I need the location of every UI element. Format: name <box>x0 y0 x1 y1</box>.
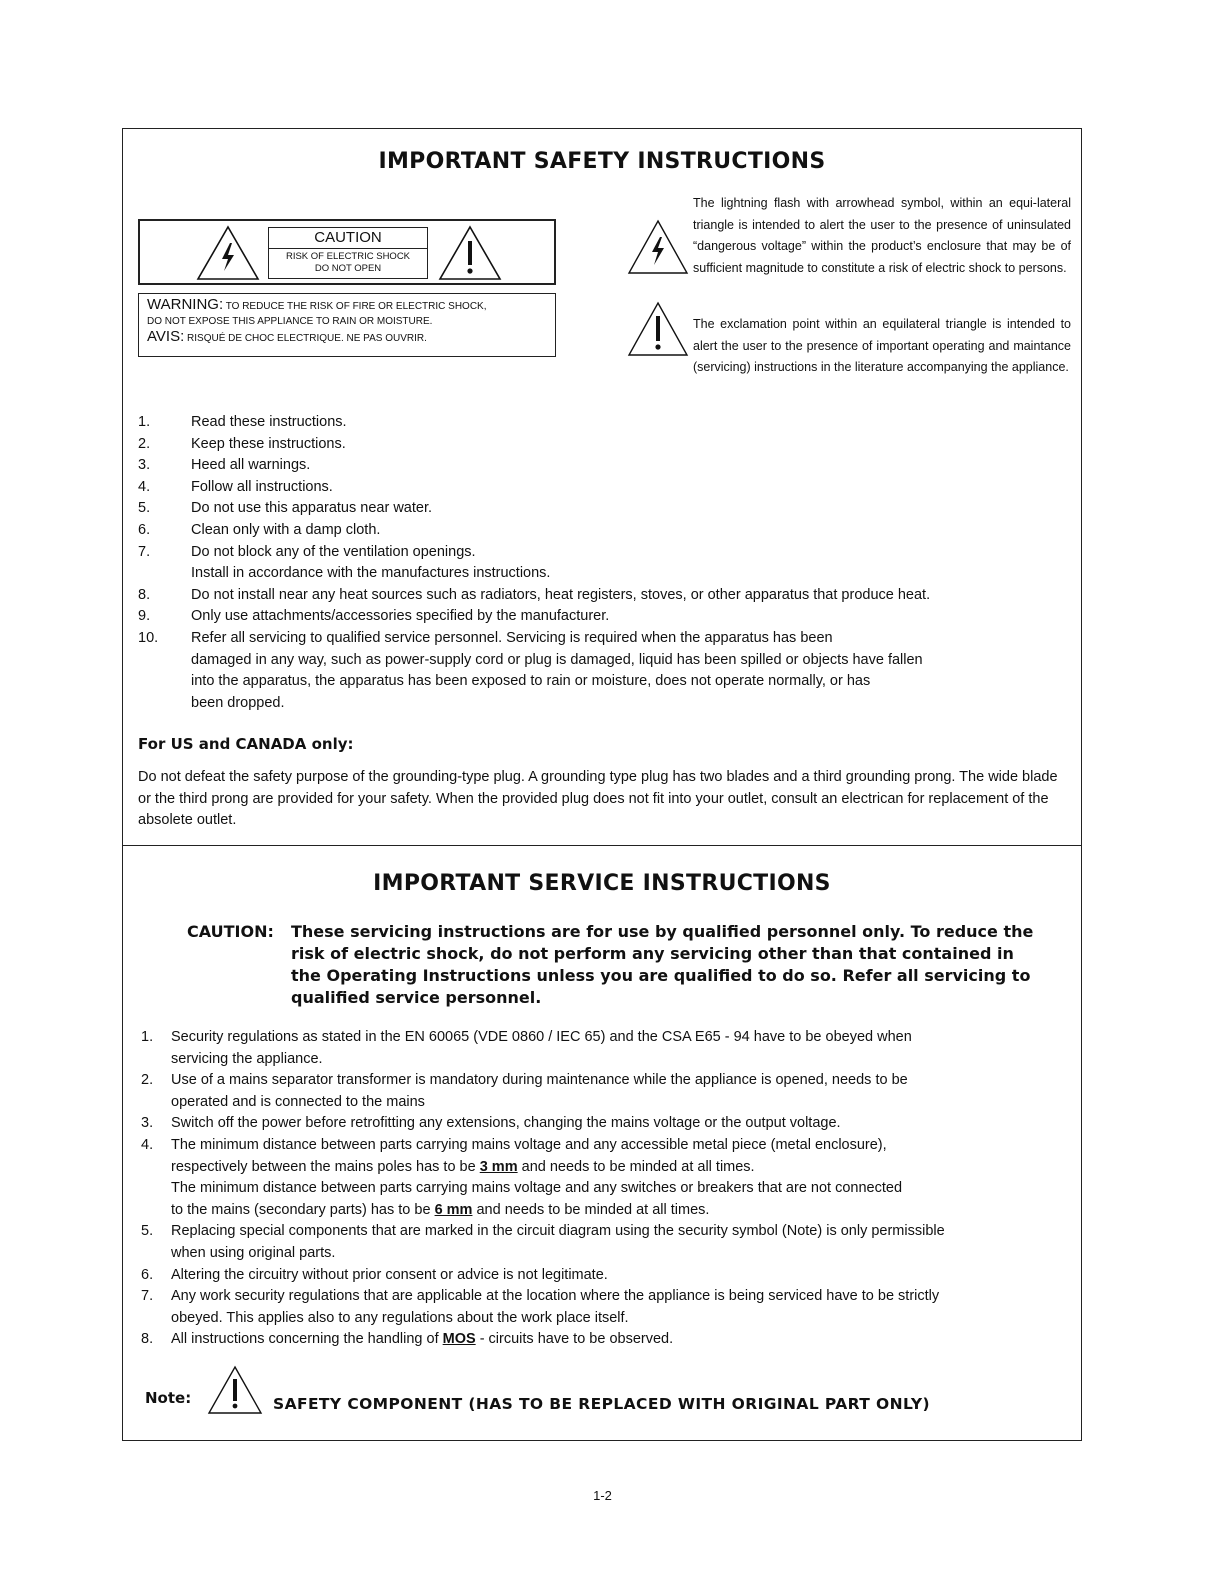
list-item-text: Altering the circuitry without prior consent or advice is not legitimate. <box>171 1266 608 1283</box>
list-item-number: 6. <box>138 521 151 538</box>
list-item <box>141 1265 1061 1287</box>
lightning-symbol-icon <box>627 219 689 275</box>
warning-box <box>138 293 556 357</box>
list-item-number: 2. <box>138 435 151 452</box>
service-instructions-list <box>141 1027 1061 1351</box>
page-number: 1-2 <box>593 1488 612 1503</box>
caution-label-box <box>138 219 556 285</box>
list-item-text: been dropped. <box>191 694 285 711</box>
list-item <box>138 693 1068 715</box>
list-item-number: 1. <box>141 1029 154 1045</box>
list-item <box>141 1070 1061 1113</box>
list-item-number: 3. <box>138 457 151 474</box>
list-item <box>141 1027 1061 1070</box>
list-item-text: Follow all instructions. <box>191 478 333 495</box>
list-item <box>138 542 1068 564</box>
list-item <box>141 1221 1061 1264</box>
list-item-number <box>138 650 191 672</box>
lightning-triangle-icon <box>196 225 260 281</box>
list-item <box>138 671 1068 693</box>
caution-title-box <box>268 227 428 279</box>
lightning-symbol-description: The lightning flash with arrowhead symbol, within an equi-lateral triangle is intended to alert the user to the presence of uninsulated “dangerous voltage” within the product’s enclosure that may be of sufficient magnitude to constitute a risk of electric shock to persons. <box>693 196 1071 275</box>
list-item-text: damaged in any way, such as power-supply cord or plug is damaged, liquid has been spilled or objects have fallen <box>191 651 923 668</box>
list-item-number: 7. <box>138 543 151 560</box>
list-item-number: 2. <box>141 1072 154 1089</box>
section-divider <box>123 845 1081 846</box>
list-item-text: Only use attachments/accessories specified by the manufacturer. <box>191 608 610 625</box>
list-item <box>138 628 1068 650</box>
list-item-number <box>138 671 191 693</box>
list-item-number: 10. <box>138 629 159 646</box>
list-item <box>138 477 1068 499</box>
safety-instructions-list <box>138 412 1068 714</box>
avis-line: AVIS: RISQUÉ DE CHOC ELECTRIQUE. NE PAS OUVRIR. <box>147 328 427 345</box>
list-item <box>138 585 1068 607</box>
list-item: 4. The minimum distance between parts carrying mains voltage and any accessible metal piece (metal enclosure), respectively between the mains poles has to be 3 mm and needs to be minded at all times. The minimum distance between parts carrying mains voltage and any switches or breakers that are not connected to the mains (secondary parts) has to be 6 mm and needs to be minded at all times. <box>141 1136 903 1218</box>
distance-6mm: 6 mm <box>434 1201 473 1218</box>
list-item-number: 7. <box>141 1288 154 1305</box>
list-item-number: 5. <box>138 500 151 517</box>
list-item <box>138 606 1068 628</box>
list-item <box>138 412 1068 434</box>
instructions-frame <box>122 128 1082 1441</box>
list-item: 8. All instructions concerning the handling of MOS - circuits have to be observed. <box>141 1331 674 1348</box>
exclamation-symbol-description: The exclamation point within an equilateral triangle is intended to alert the user to the presence of important operating and maintance (servicing) instructions in the literature accompanying the appliance. <box>693 317 1071 374</box>
list-item-text: Install in accordance with the manufactures instructions. <box>191 565 551 582</box>
list-item-text: operated and is connected to the mains <box>171 1093 425 1110</box>
list-item <box>138 434 1068 456</box>
warning-line: WARNING: TO REDUCE THE RISK OF FIRE OR ELECTRIC SHOCK, <box>147 296 487 313</box>
list-item-text: Any work security regulations that are applicable at the location where the appliance is being serviced have to be strictly <box>171 1288 940 1305</box>
list-item-number <box>138 693 191 715</box>
grounding-paragraph: Do not defeat the safety purpose of the grounding-type plug. A grounding type plug has two blades and a third grounding prong. The wide blade or the third prong are provided for your safety. When the provided plug does not fit into your outlet, consult an electrican for replacement of the absolete outlet. <box>138 769 1058 829</box>
service-caution-text: These servicing instructions are for use by qualified personnel only. To reduce the risk of electric shock, do not perform any servicing other than that contained in the Operating Instructions unless you are qualified to do so. Refer all servicing to qualified service personnel. <box>291 922 1034 1007</box>
list-item-text: Use of a mains separator transformer is mandatory during maintenance while the appliance is opened, needs to be <box>171 1072 908 1089</box>
list-item-text: Heed all warnings. <box>191 457 311 474</box>
list-item <box>138 455 1068 477</box>
list-item-text: Clean only with a damp cloth. <box>191 521 381 538</box>
list-item-text: Do not install near any heat sources such as radiators, heat registers, stoves, or other apparatus that produce heat. <box>191 586 931 603</box>
caution-label: CAUTION <box>269 228 427 249</box>
mos-term: MOS <box>442 1331 476 1348</box>
list-item-text: Switch off the power before retrofitting any extensions, changing the mains voltage or the output voltage. <box>171 1115 841 1132</box>
list-item-text: Do not block any of the ventilation openings. <box>191 543 476 560</box>
list-item-text: Read these instructions. <box>191 414 347 430</box>
list-item-text: Keep these instructions. <box>191 435 346 452</box>
list-item <box>138 650 1068 672</box>
safety-title: IMPORTANT SAFETY INSTRUCTIONS <box>378 149 826 174</box>
list-item-number <box>138 563 191 585</box>
exclamation-symbol-icon <box>627 301 689 357</box>
safety-component-text: SAFETY COMPONENT (HAS TO BE REPLACED WITH ORIGINAL PART ONLY) <box>273 1395 930 1413</box>
list-item-text: servicing the appliance. <box>171 1050 323 1067</box>
note-label: Note: <box>145 1389 192 1407</box>
safety-component-icon <box>207 1365 263 1415</box>
list-item-text: into the apparatus, the apparatus has been exposed to rain or moisture, does not operate normally, or has <box>191 673 871 690</box>
service-caution <box>187 921 1047 1009</box>
list-item-text: obeyed. This applies also to any regulations about the work place itself. <box>171 1309 629 1326</box>
list-item-text: Security regulations as stated in the EN 60065 (VDE 0860 / IEC 65) and the CSA E65 - 94 have to be obeyed when <box>171 1029 912 1045</box>
service-caution-label: CAUTION: <box>187 922 274 941</box>
list-item <box>138 498 1068 520</box>
caution-risk-text: RISK OF ELECTRIC SHOCK DO NOT OPEN <box>285 251 411 274</box>
exclamation-triangle-icon <box>438 225 502 281</box>
list-item-text: when using original parts. <box>171 1244 336 1261</box>
list-item-number: 1. <box>138 414 151 430</box>
warning-line-2: DO NOT EXPOSE THIS APPLIANCE TO RAIN OR MOISTURE. <box>147 316 433 327</box>
list-item-text: Do not use this apparatus near water. <box>191 500 433 517</box>
list-item <box>138 563 1068 585</box>
list-item <box>138 520 1068 542</box>
list-item <box>141 1113 1061 1135</box>
us-canada-heading: For US and CANADA only: <box>138 735 354 753</box>
service-title: IMPORTANT SERVICE INSTRUCTIONS <box>373 871 831 896</box>
list-item-number: 8. <box>138 586 151 603</box>
list-item-number: 4. <box>138 478 151 495</box>
distance-3mm: 3 mm <box>479 1158 518 1175</box>
list-item <box>141 1286 1061 1329</box>
list-item-number: 3. <box>141 1115 154 1132</box>
list-item-number: 9. <box>138 608 151 625</box>
list-item-number: 6. <box>141 1266 154 1283</box>
list-item-text: Replacing special components that are marked in the circuit diagram using the security symbol (Note) is only permissible <box>171 1223 945 1240</box>
list-item-text: Refer all servicing to qualified service personnel. Servicing is required when the apparatus has been <box>191 629 833 646</box>
list-item-number: 5. <box>141 1223 154 1240</box>
